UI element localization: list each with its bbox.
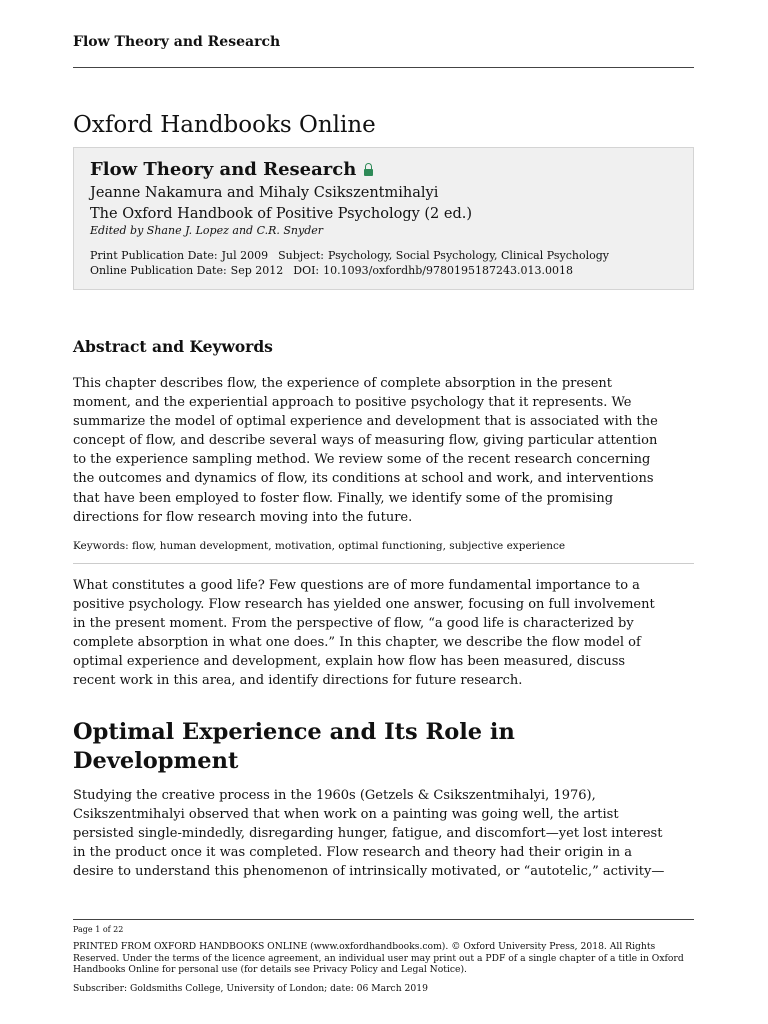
intro-line: recent work in this area, and identify directions for future research. <box>73 673 523 689</box>
intro-line: in the present moment. From the perspective of flow, “a good life is characterized by <box>73 616 634 632</box>
section-line: desire to understand this phenomenon of intrinsically motivated, or “autotelic,” activity— <box>73 864 665 880</box>
doi-value: 10.1093/oxfordhb/9780195187243.013.0018 <box>323 264 573 277</box>
book-title: The Oxford Handbook of Positive Psychology (2 ed.) <box>90 206 473 222</box>
book-editors: Edited by Shane J. Lopez and C.R. Snyder <box>90 224 324 237</box>
online-publication-line <box>90 264 573 277</box>
header-rule <box>73 67 694 68</box>
intro-line: positive psychology. Flow research has yielded one answer, focusing on full involvement <box>73 597 655 613</box>
site-title: Oxford Handbooks Online <box>73 112 376 138</box>
abstract-heading: Abstract and Keywords <box>73 337 273 356</box>
print-date-label: Print Publication Date: <box>90 249 218 262</box>
abstract-line: to the experience sampling method. We review some of the recent research concerning <box>73 452 651 468</box>
section-line: Studying the creative process in the 1960s (Getzels & Csikszentmihalyi, 1976), <box>73 788 596 803</box>
intro-line: What constitutes a good life? Few questions are of more fundamental importance to a <box>73 578 640 593</box>
keywords-divider <box>73 563 694 564</box>
abstract-paragraph <box>73 374 698 527</box>
subscriber-line: Subscriber: Goldsmiths College, University of London; date: 06 March 2019 <box>73 983 428 994</box>
abstract-line: moment, and the experiential approach to positive psychology that it represents. We <box>73 395 632 411</box>
print-publication-line <box>90 249 609 262</box>
online-date-value: Sep 2012 <box>230 264 284 277</box>
chapter-info-box <box>73 147 694 290</box>
chapter-authors: Jeanne Nakamura and Mihaly Csikszentmihalyi <box>90 185 439 201</box>
section-line: Csikszentmihalyi observed that when work on a painting was going well, the artist <box>73 807 619 823</box>
section-heading-line: Optimal Experience and Its Role in <box>73 719 515 745</box>
running-head: Flow Theory and Research <box>73 34 281 50</box>
section-line: persisted single-mindedly, disregarding hunger, fatigue, and discomfort—yet lost interest <box>73 826 663 842</box>
abstract-line: This chapter describes flow, the experience of complete absorption in the present <box>73 376 613 391</box>
subject-label: Subject: <box>278 249 325 262</box>
section-heading-line: Development <box>73 748 239 774</box>
section-line: in the product once it was completed. Flow research and theory had their origin in a <box>73 845 633 861</box>
abstract-line: that have been employed to foster flow. Finally, we identify some of the promising <box>73 490 614 506</box>
intro-paragraph <box>73 576 698 691</box>
doi-label: DOI: <box>293 264 320 277</box>
chapter-title-text: Flow Theory and Research <box>90 159 357 180</box>
page-number: Page 1 of 22 <box>73 925 124 934</box>
online-date-label: Online Publication Date: <box>90 264 227 277</box>
abstract-line: the outcomes and dynamics of flow, its conditions at school and work, and interventions <box>73 471 654 487</box>
print-notice: PRINTED FROM OXFORD HANDBOOKS ONLINE (www.oxfordhandbooks.com). © Oxford University Press, 2018. All Rights Reserved. Under the terms of the licence agreement, an individual user may print out a PDF of a single chapter of a title in Oxford Handbooks Online for personal use (for details see Privacy Policy and Legal Notice). <box>73 941 684 975</box>
intro-line: optimal experience and development, explain how flow has been measured, discuss <box>73 654 626 670</box>
subject-value: Psychology, Social Psychology, Clinical Psychology <box>328 249 609 262</box>
lock-icon <box>364 169 373 176</box>
abstract-line: directions for flow research moving into the future. <box>73 509 413 525</box>
keywords: Keywords: flow, human development, motivation, optimal functioning, subjective experience <box>73 540 566 552</box>
abstract-line: concept of flow, and describe several ways of measuring flow, giving particular attention <box>73 433 658 449</box>
chapter-title <box>90 159 373 180</box>
footer-rule <box>73 919 694 920</box>
abstract-line: summarize the model of optimal experience and development that is associated with the <box>73 414 658 430</box>
section-heading <box>73 718 673 776</box>
section-paragraph <box>73 786 698 881</box>
intro-line: complete absorption in what one does.” In this chapter, we describe the flow model of <box>73 635 641 651</box>
print-date-value: Jul 2009 <box>221 249 269 262</box>
